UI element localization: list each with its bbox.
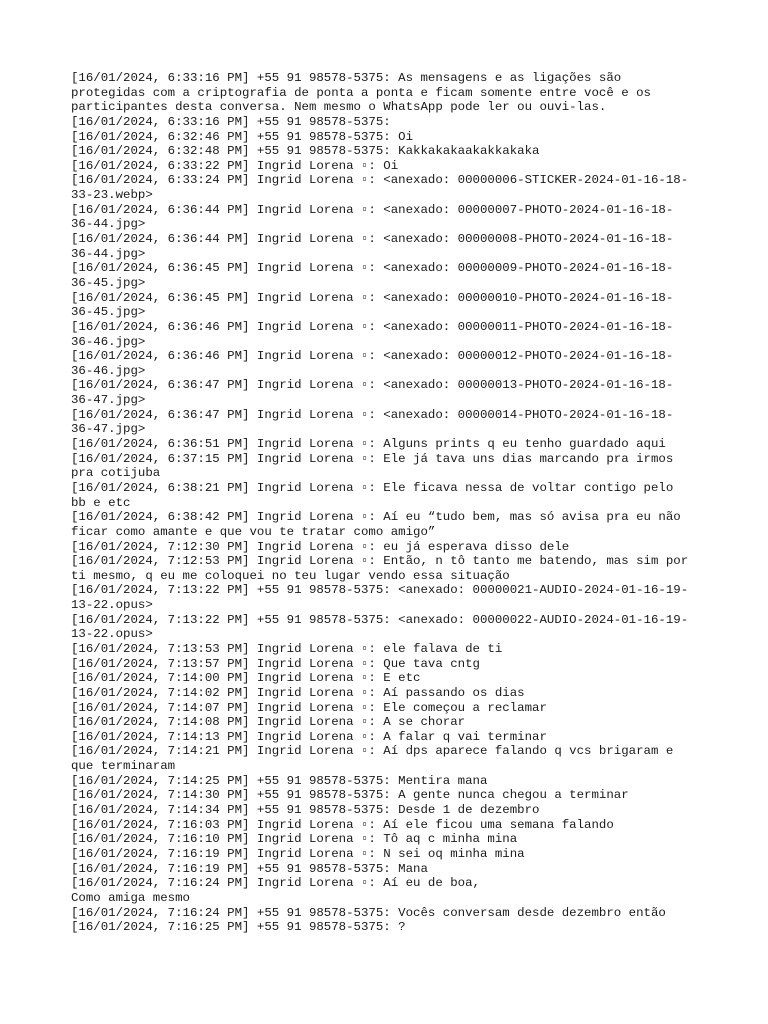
transcript-line: 36-44.jpg>	[71, 217, 146, 232]
transcript-line: [16/01/2024, 7:14:02 PM] Ingrid Lorena ▫: Aí passando os dias	[71, 685, 525, 700]
transcript-line: [16/01/2024, 7:14:08 PM] Ingrid Lorena ▫: A se chorar	[71, 715, 466, 730]
transcript-line: 36-46.jpg>	[71, 334, 146, 349]
transcript-line: [16/01/2024, 6:33:16 PM] +55 91 98578-5375:	[71, 114, 391, 129]
transcript-line: [16/01/2024, 6:38:21 PM] Ingrid Lorena ▫: Ele ficava nessa de voltar contigo pelo	[71, 480, 674, 495]
transcript-line: [16/01/2024, 7:14:30 PM] +55 91 98578-5375: A gente nunca chegou a terminar	[71, 788, 629, 803]
transcript-line: que terminaram	[71, 759, 176, 774]
transcript-line: bb e etc	[71, 495, 131, 510]
transcript-line: [16/01/2024, 6:36:46 PM] Ingrid Lorena ▫: <anexado: 00000011-PHOTO-2024-01-16-18-	[71, 319, 674, 334]
transcript-line: [16/01/2024, 7:12:30 PM] Ingrid Lorena ▫: eu já esperava disso dele	[71, 539, 570, 554]
transcript-line: [16/01/2024, 7:13:22 PM] +55 91 98578-5375: <anexado: 00000022-AUDIO-2024-01-16-19-	[71, 612, 689, 627]
transcript-line: protegidas com a criptografia de ponta a ponta e ficam somente entre você e os	[71, 85, 651, 100]
transcript-line: participantes desta conversa. Nem mesmo o WhatsApp pode ler ou ouvi-las.	[71, 100, 607, 115]
transcript-line: [16/01/2024, 7:12:53 PM] Ingrid Lorena ▫: Então, n tô tanto me batendo, mas sim por	[71, 554, 689, 569]
transcript-line: 33-23.webp>	[71, 188, 153, 203]
transcript-line: [16/01/2024, 6:33:16 PM] +55 91 98578-5375: As mensagens e as ligações são	[71, 71, 622, 85]
transcript-line: [16/01/2024, 6:33:24 PM] Ingrid Lorena ▫: <anexado: 00000006-STICKER-2024-01-16-18-	[71, 173, 689, 188]
transcript-line: 36-45.jpg>	[71, 305, 146, 320]
transcript-line: [16/01/2024, 6:32:46 PM] +55 91 98578-5375: Oi	[71, 129, 414, 144]
transcript-line: 36-47.jpg>	[71, 393, 146, 408]
transcript-line: [16/01/2024, 7:14:13 PM] Ingrid Lorena ▫: A falar q vai terminar	[71, 729, 547, 744]
transcript-line: [16/01/2024, 6:36:44 PM] Ingrid Lorena ▫: <anexado: 00000007-PHOTO-2024-01-16-18-	[71, 202, 674, 217]
transcript-line: [16/01/2024, 6:38:42 PM] Ingrid Lorena ▫: Aí eu “tudo bem, mas só avisa pra eu não	[71, 510, 681, 525]
transcript-line: [16/01/2024, 7:16:19 PM] +55 91 98578-5375: Mana	[71, 861, 428, 876]
chat-transcript-page	[71, 71, 711, 935]
transcript-line: 36-45.jpg>	[71, 275, 146, 290]
transcript-line: [16/01/2024, 7:13:57 PM] Ingrid Lorena ▫: Que tava cntg	[71, 656, 480, 671]
transcript-line: 13-22.opus>	[71, 627, 153, 642]
transcript-line: [16/01/2024, 7:14:34 PM] +55 91 98578-5375: Desde 1 de dezembro	[71, 803, 540, 818]
transcript-line: ficar como amante e que vou te tratar como amigo”	[71, 524, 436, 539]
transcript-line: [16/01/2024, 7:16:10 PM] Ingrid Lorena ▫: Tô aq c minha mina	[71, 832, 518, 847]
transcript-line: [16/01/2024, 7:13:53 PM] Ingrid Lorena ▫: ele falava de ti	[71, 641, 503, 656]
transcript-line: [16/01/2024, 7:16:25 PM] +55 91 98578-5375: ?	[71, 920, 406, 935]
transcript-line: [16/01/2024, 7:16:03 PM] Ingrid Lorena ▫: Aí ele ficou uma semana falando	[71, 817, 614, 832]
transcript-line: 13-22.opus>	[71, 598, 153, 613]
transcript-line: 36-44.jpg>	[71, 246, 146, 261]
transcript-line: [16/01/2024, 7:14:25 PM] +55 91 98578-5375: Mentira mana	[71, 773, 488, 788]
transcript-line: [16/01/2024, 6:36:45 PM] Ingrid Lorena ▫: <anexado: 00000009-PHOTO-2024-01-16-18-	[71, 261, 674, 276]
transcript-line: [16/01/2024, 7:14:07 PM] Ingrid Lorena ▫: Ele começou a reclamar	[71, 700, 547, 715]
transcript-line: 36-46.jpg>	[71, 363, 146, 378]
transcript-line: [16/01/2024, 6:36:44 PM] Ingrid Lorena ▫: <anexado: 00000008-PHOTO-2024-01-16-18-	[71, 232, 674, 247]
transcript-line: pra cotijuba	[71, 466, 161, 481]
transcript-line: [16/01/2024, 7:16:24 PM] Ingrid Lorena ▫: Aí eu de boa,	[71, 876, 480, 891]
transcript-line: [16/01/2024, 6:37:15 PM] Ingrid Lorena ▫: Ele já tava uns dias marcando pra irmos	[71, 451, 674, 466]
transcript-line: [16/01/2024, 7:16:19 PM] Ingrid Lorena ▫: N sei oq minha mina	[71, 846, 525, 861]
transcript-line: Como amiga mesmo	[71, 890, 190, 905]
transcript-line: [16/01/2024, 7:13:22 PM] +55 91 98578-5375: <anexado: 00000021-AUDIO-2024-01-16-19-	[71, 583, 689, 598]
transcript-line: [16/01/2024, 6:36:51 PM] Ingrid Lorena ▫: Alguns prints q eu tenho guardado aqui	[71, 437, 666, 452]
transcript-line: [16/01/2024, 6:36:47 PM] Ingrid Lorena ▫: <anexado: 00000014-PHOTO-2024-01-16-18-	[71, 407, 674, 422]
transcript-line: [16/01/2024, 6:36:47 PM] Ingrid Lorena ▫: <anexado: 00000013-PHOTO-2024-01-16-18-	[71, 378, 674, 393]
transcript-line: [16/01/2024, 6:36:46 PM] Ingrid Lorena ▫: <anexado: 00000012-PHOTO-2024-01-16-18-	[71, 349, 674, 364]
transcript-line: [16/01/2024, 7:14:21 PM] Ingrid Lorena ▫: Aí dps aparece falando q vcs brigaram e	[71, 744, 674, 759]
transcript-line: [16/01/2024, 6:32:48 PM] +55 91 98578-5375: Kakkakakaakakkakaka	[71, 144, 540, 159]
transcript-line: [16/01/2024, 7:14:00 PM] Ingrid Lorena ▫: E etc	[71, 671, 421, 686]
transcript-line: [16/01/2024, 6:33:22 PM] Ingrid Lorena ▫: Oi	[71, 158, 399, 173]
transcript-line: 36-47.jpg>	[71, 422, 146, 437]
transcript-line: [16/01/2024, 6:36:45 PM] Ingrid Lorena ▫: <anexado: 00000010-PHOTO-2024-01-16-18-	[71, 290, 674, 305]
transcript-line: ti mesmo, q eu me coloquei no teu lugar vendo essa situação	[71, 568, 510, 583]
transcript-line: [16/01/2024, 7:16:24 PM] +55 91 98578-5375: Vocês conversam desde dezembro então	[71, 905, 666, 920]
